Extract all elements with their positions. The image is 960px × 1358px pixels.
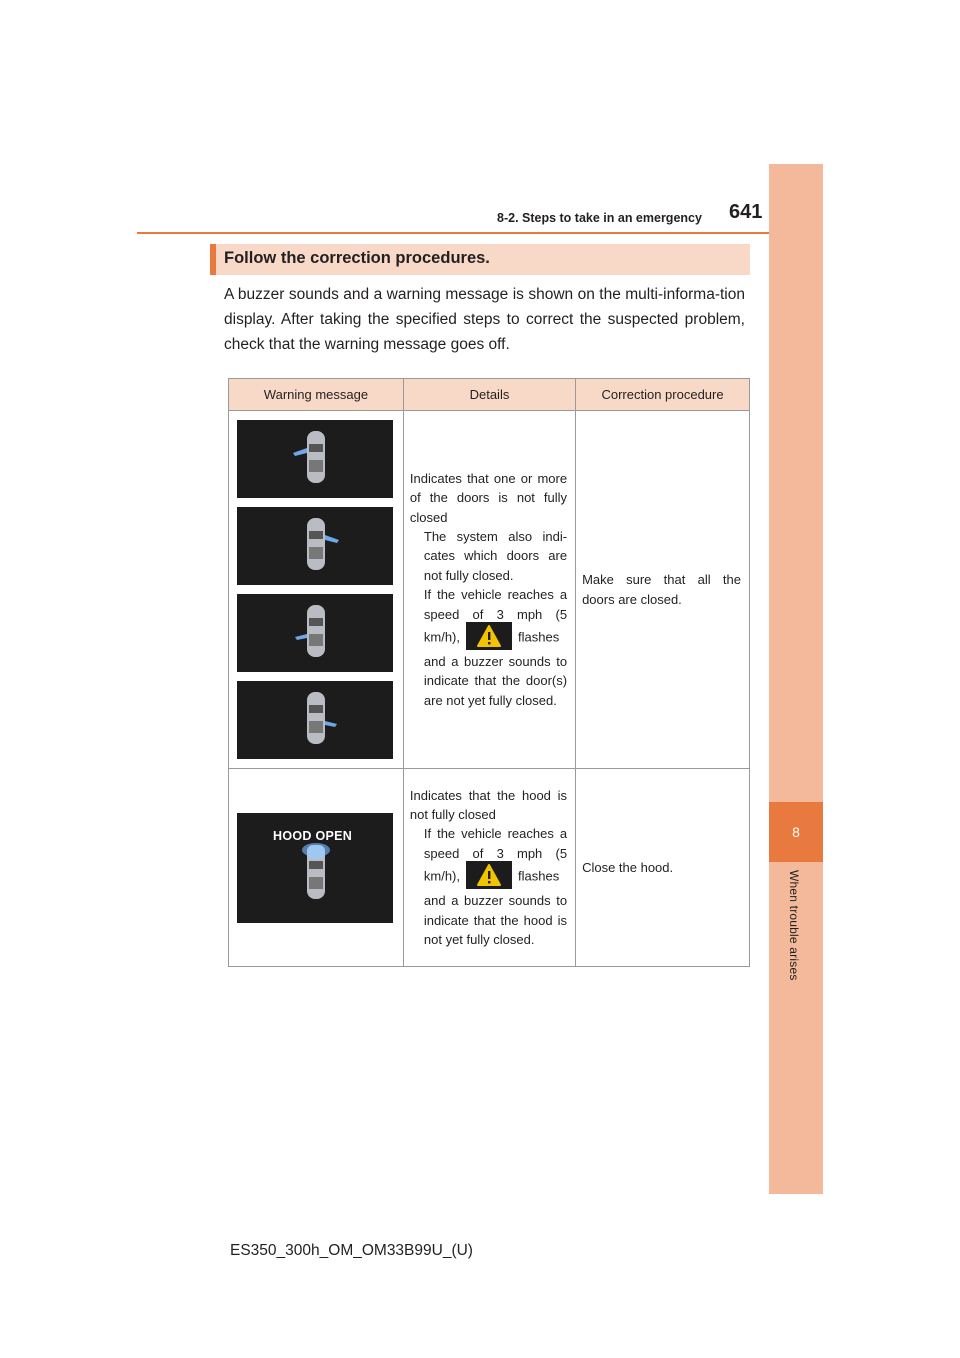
header-rule <box>137 232 823 234</box>
chapter-label-box <box>787 870 805 1000</box>
hood-screen-cell <box>229 769 404 967</box>
section-heading <box>210 244 750 275</box>
hood-correction-cell: Close the hood. <box>576 769 750 967</box>
table-row-door <box>229 411 750 769</box>
warning-table <box>228 378 750 967</box>
front-left-door-open-icon <box>237 420 393 498</box>
master-warning-icon <box>466 861 512 889</box>
hood-details-note <box>410 824 567 949</box>
header-correction: Correction procedure <box>576 379 750 411</box>
door-correction-cell: Make sure that all the doors are closed. <box>576 411 750 769</box>
hood-details-cell <box>403 769 575 967</box>
door-note2-after: flashes and a buzzer sounds to indicate that the door(s) are not yet fully closed. <box>423 629 568 708</box>
rear-left-door-open-icon <box>237 594 393 672</box>
heading-accent <box>210 244 216 275</box>
intro-paragraph: A buzzer sounds and a warning message is shown on the multi-informa-tion display. After taking the specified steps to correct the suspected problem, check that the warning message goes off. <box>224 286 745 353</box>
chapter-number: 8 <box>769 802 823 862</box>
hood-details-main: Indicates that the hood is not fully closed <box>409 787 568 822</box>
header-details: Details <box>403 379 575 411</box>
hood-open-screen <box>237 813 393 923</box>
footer-code: ES350_300h_OM_OM33B99U_(U) <box>230 1242 473 1259</box>
hood-note-after: flashes and a buzzer sounds to indicate that the hood is not yet fully closed. <box>423 868 568 948</box>
header-warning-message: Warning message <box>229 379 404 411</box>
rear-right-door-open-icon <box>237 681 393 759</box>
heading-text: Follow the correction procedures. <box>224 249 490 267</box>
table-header-row <box>229 379 750 411</box>
door-details-note2 <box>410 585 567 710</box>
page-number: 641 <box>729 201 763 223</box>
chapter-side-tab <box>769 164 823 1194</box>
section-title: 8-2. Steps to take in an emergency <box>497 211 702 225</box>
table-row-hood <box>229 769 750 967</box>
door-details-note1: The system also indi-cates which doors are not fully closed. <box>423 528 568 583</box>
door-screens-cell <box>229 411 404 769</box>
master-warning-icon <box>466 622 512 650</box>
door-note2-before: If the vehicle reaches a speed of 3 mph (5 km/h), <box>423 587 568 645</box>
hood-note-before: If the vehicle reaches a speed of 3 mph (5 km/h), <box>423 826 568 884</box>
door-details-main: Indicates that one or more of the doors is not fully closed <box>409 470 568 525</box>
hood-open-label: HOOD OPEN <box>273 828 353 843</box>
door-details-cell <box>403 411 575 769</box>
chapter-label: When trouble arises <box>787 870 801 981</box>
front-right-door-open-icon <box>237 507 393 585</box>
